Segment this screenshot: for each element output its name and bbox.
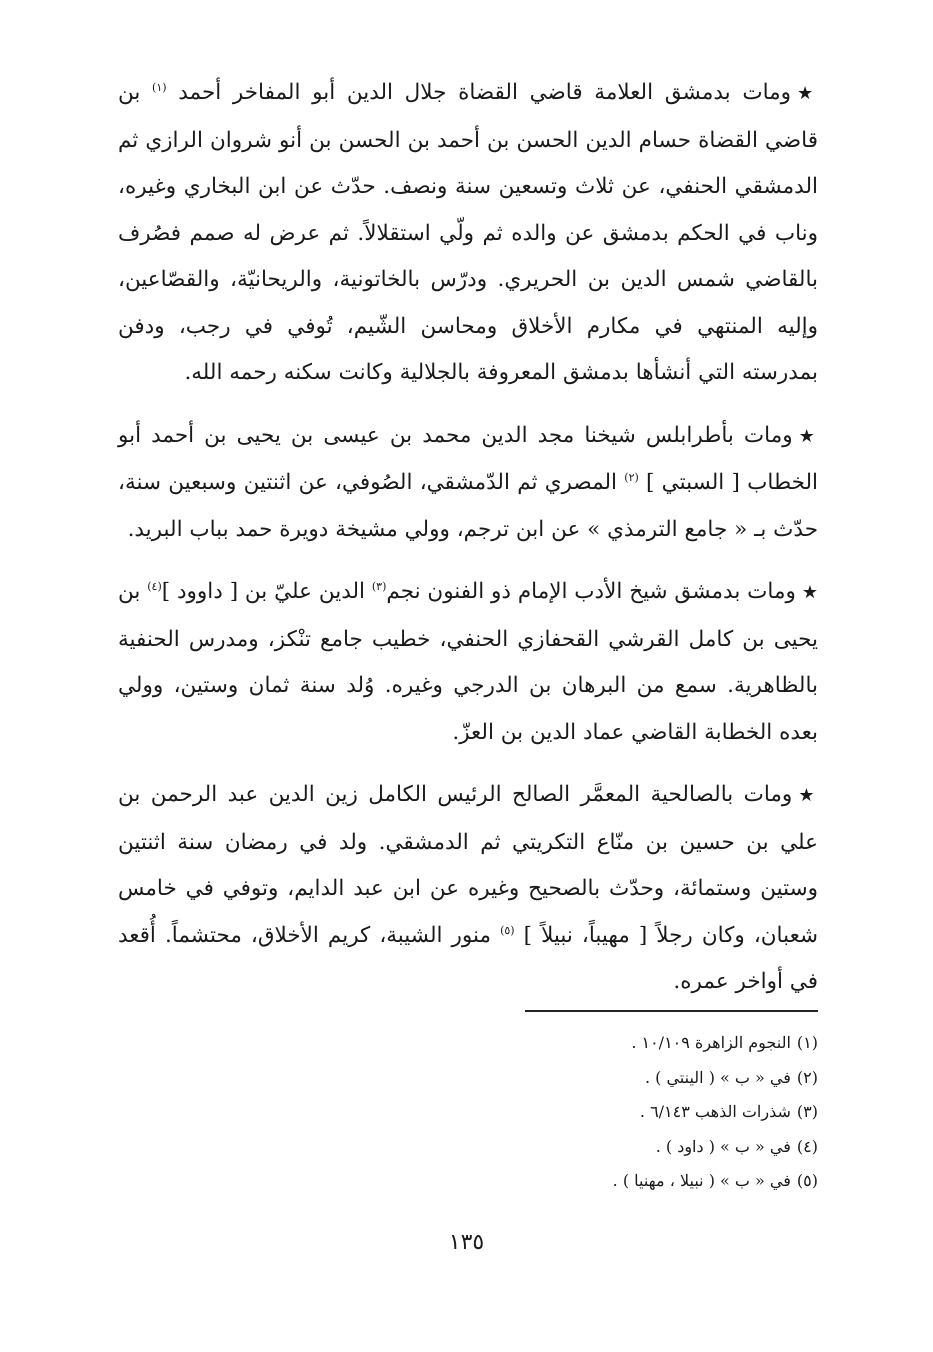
star-icon: ★ [801,582,819,603]
footnote-ref[interactable]: (٢) [624,470,639,484]
entry-text: ومات بأطرابلس شيخنا مجد الدين محمد بن عيسى بن يحيى بن أحمد أبو الخطاب [ السبتي ] [118,422,818,495]
entry-text: ومات بدمشق العلامة قاضي القضاة جلال الدين أبو المفاخر أحمد [178,80,792,105]
footnote-text: النجوم الزاهرة ١٠/١٠٩ . [631,1033,791,1052]
entry-text: الدين عليّ بن [ داوود ] [161,579,366,604]
star-icon: ★ [798,425,818,447]
footnote-item [418,1026,818,1061]
footnote-text: في « ب » ( نبيلا ، مهنيا ) . [612,1171,791,1190]
footnote-ref[interactable]: (٤) [147,579,162,593]
entry-jalal-al-din [118,70,818,397]
main-text [118,70,818,1022]
entry-text: بن يحيى بن كامل القرشي القحفازي الحنفي، خطيب جامع تنْكز، ومدرس الحنفية بالظاهرية. سمع من البرهان بن الدرجي وغيره. وُلد سنة ثمان وستين، وولي بعده الخطابة القاضي عماد الدين بن العزّ. [118,579,818,745]
star-icon: ★ [797,83,818,104]
page-number: ١٣٥ [448,1230,485,1255]
footnote-text: في « ب » ( داود ) . [655,1136,791,1156]
entry-text: بن قاضي القضاة حسام الدين الحسن بن أحمد بن الحسن بن أنو شروان الرازي ثم الدمشقي الحنفي، عن ثلاث وتسعين سنة ونصف. حدّث عن ابن البخاري وغيره، وناب في الحكم بدمشق عن والده ثم ولّي استقلالاً. ثم عرض له صمم فصُرف بالقاضي شمس الدين بن الحريري. ودرّس بالخاتونية، والريحانيّة، والقصّاعين، وإليه المنتهي في مكارم الأخلاق ومحاسن الشّيم، تُوفي في رجب، ودفن بمدرسته التي أنشأها بدمشق المعروفة بالجلالية وكانت سكنه رحمه الله. [118,80,818,385]
entry-text: ومات بالصالحية المعمَّر الصالح الرئيس الكامل زين الدين عبد الرحمن بن علي بن حسين بن منّاع التكريتي ثم الدمشقي. ولد في رمضان سنة اثنتين وستين وستمائة، وحدّث بالصحيح وغيره عن ابن عبد الدايم، وتوفي في خامس شعبان، وكان رجلاً [ مهيباً، نبيلاً ] [118,782,818,948]
entry-najm-al-din [118,569,818,756]
footnote-divider [525,1010,818,1012]
footnotes [418,1026,818,1199]
footnote-text: في « ب » ( الينتي ) . [644,1067,791,1087]
footnote-text: شذرات الذهب ٦/١٤٣ . [639,1102,791,1121]
footnote-number: (٢) [796,1067,818,1087]
entry-text: منور الشيبة، كريم الأخلاق، محتشماً. أُقعد في أواخر عمره. [118,922,818,994]
footnote-item [418,1061,818,1096]
entry-text: المصري ثم الدّمشقي، الصُوفي، عن اثنتين وسبعين سنة، حدّث بـ « جامع الترمذي » عن ابن ترجم، وولي مشيخة دويرة حمد بباب البريد. [118,470,818,542]
footnote-item [418,1164,818,1199]
footnote-number: (٤) [796,1136,818,1156]
footnote-ref[interactable]: (٣) [371,579,387,593]
footnote-number: (١) [796,1033,818,1052]
entry-majd-al-din [118,413,818,554]
footnote-ref[interactable]: (٥) [500,923,515,937]
footnote-item [418,1095,818,1130]
footnote-number: (٥) [796,1171,818,1190]
footnote-item [418,1130,818,1165]
footnote-number: (٣) [796,1102,818,1121]
footnote-ref[interactable]: (١) [152,80,167,94]
entry-zayn-al-din [118,772,818,1006]
star-icon: ★ [798,785,819,806]
entry-text: ومات بدمشق شيخ الأدب الإمام ذو الفنون نجم [386,579,796,604]
